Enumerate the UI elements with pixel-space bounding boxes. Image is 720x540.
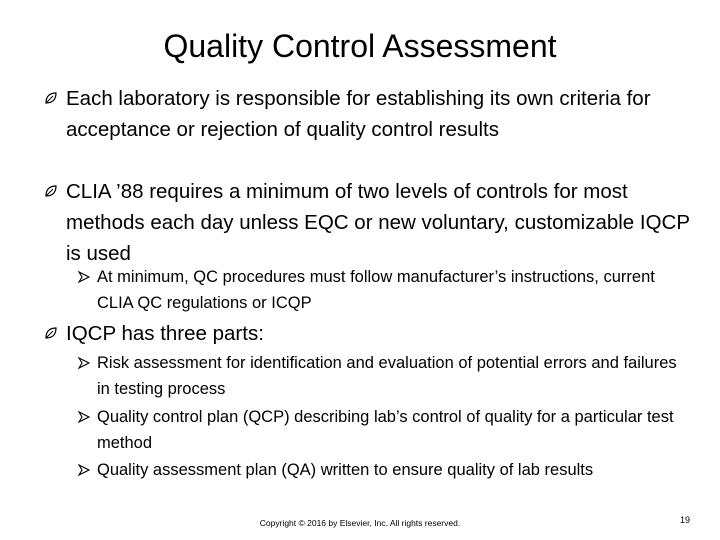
arrow-bullet-icon [78, 271, 90, 283]
sub-bullet-item [78, 350, 688, 402]
bullet-item [44, 83, 704, 145]
bullet-text: Each laboratory is responsible for establishing its own criteria for acceptance or rejection of quality control results [66, 87, 651, 141]
arrow-bullet-icon [78, 357, 90, 369]
sub-bullet-text: Quality control plan (QCP) describing lab’s control of quality for a particular test method [97, 408, 674, 452]
bullet-item [44, 176, 704, 269]
bullet-text: CLIA ’88 requires a minimum of two levels of controls for most methods each day unless EQC or new voluntary, customizable IQCP is used [66, 180, 690, 265]
copyright-footer: Copyright © 2016 by Elsevier, Inc. All rights reserved. [259, 518, 461, 528]
bullet-item [44, 318, 704, 349]
slide-title: Quality Control Assessment [163, 28, 557, 64]
sub-bullet-text: Quality assessment plan (QA) written to ensure quality of lab results [97, 461, 594, 479]
sub-bullet-item [78, 457, 688, 483]
leaf-bullet-icon [44, 326, 58, 340]
bullet-text: IQCP has three parts: [66, 322, 264, 345]
page-number: 19 [679, 515, 690, 525]
sub-bullet-text: At minimum, QC procedures must follow manufacturer’s instructions, current CLIA QC regulations or ICQP [97, 268, 655, 312]
leaf-bullet-icon [44, 91, 58, 105]
arrow-bullet-icon [78, 464, 90, 476]
arrow-bullet-icon [78, 411, 90, 423]
leaf-bullet-icon [44, 184, 58, 198]
sub-bullet-item [78, 264, 688, 316]
sub-bullet-text: Risk assessment for identification and evaluation of potential errors and failures in testing process [97, 354, 677, 398]
sub-bullet-item [78, 404, 688, 456]
